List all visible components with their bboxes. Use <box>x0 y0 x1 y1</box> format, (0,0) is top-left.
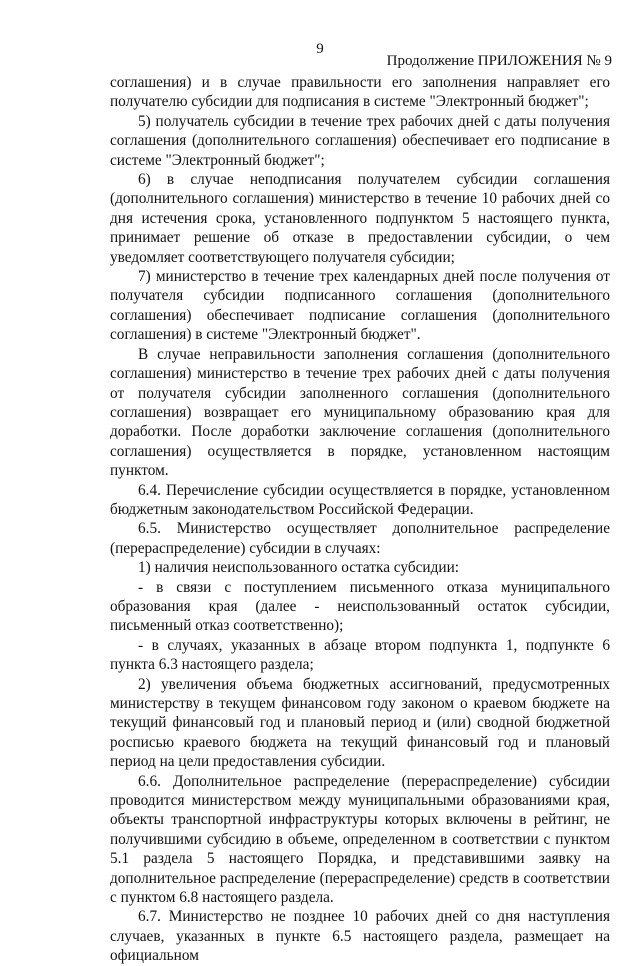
paragraph: 5) получатель субсидии в течение трех рабочих дней с даты получения соглашения (дополнительного соглашения) обеспечивает его подписание в системе "Электронный бюджет"; <box>110 112 610 169</box>
paragraph: 6) в случае неподписания получателем субсидии соглашения (дополнительного соглашения) министерство в течение 10 рабочих дней со дня истечения срока, установленного подпунктом 5 настоящего пункта, принимает решение об отказе в предоставлении субсидии, о чем уведомляет соответствующего получателя субсидии; <box>110 171 610 266</box>
paragraph: 6.4. Перечисление субсидии осуществляется в порядке, установленном бюджетным законодательством Российской Федерации. <box>110 481 610 518</box>
paragraph: 6.5. Министерство осуществляет дополнительное распределение (перераспределение) субсидии в случаях: <box>110 520 610 557</box>
paragraph: - в случаях, указанных в абзаце втором подпункта 1, подпункте 6 пункта 6.3 настоящего раздела; <box>110 636 610 674</box>
paragraph: 6.6. Дополнительное распределение (перераспределение) субсидии проводится министерством между муниципальными образованиями края, объекты транспортной инфраструктуры которых включены в рейтинг, не получившими субсидию в объеме, определенном в соответствии с пунктом 5.1 раздела 5 настоящего Порядка, и представившими заявку на дополнительное распределение (перераспределение) средств в соответствии с пунктом 6.8 настоящего раздела. <box>110 772 610 907</box>
appendix-continuation-note: Продолжение ПРИЛОЖЕНИЯ № 9 <box>386 53 612 69</box>
paragraph: В случае неправильности заполнения соглашения (дополнительного соглашения) министерство в течение трех рабочих дней с даты получения от получателя субсидии заполненного соглашения (дополнительного соглашения) возвращает его муниципальному образованию края для доработки. После доработки заключение соглашения (дополнительного соглашения) осуществляется в порядке, установленном настоящим пунктом. <box>110 345 610 480</box>
paragraph: 6.7. Министерство не позднее 10 рабочих дней со дня наступления случаев, указанных в пункте 6.5 настоящего раздела, размещает на официальном <box>110 908 610 965</box>
document-body <box>110 73 610 966</box>
paragraph: - в связи с поступлением письменного отказа муниципального образования края (далее - неиспользованный остаток субсидии, письменный отказ соответственно); <box>110 578 610 635</box>
paragraph: 2) увеличения объема бюджетных ассигнований, предусмотренных министерству в текущем финансовом году законом о краевом бюджете на текущий финансовый год и плановый период и (или) сводной бюджетной росписью краевого бюджета на текущий финансовый год и плановый период на цели предоставления субсидии. <box>110 675 610 771</box>
paragraph: соглашения) и в случае правильности его заполнения направляет его получателю субсидии для подписания в системе "Электронный бюджет"; <box>110 74 610 111</box>
page-number: 9 <box>316 41 324 57</box>
paragraph: 7) министерство в течение трех календарных дней после получения от получателя субсидии подписанного соглашения (дополнительного соглашения) обеспечивает подписание соглашения (дополнительного соглашения) в системе "Электронный бюджет". <box>110 268 610 344</box>
paragraph: 1) наличия неиспользованного остатка субсидии: <box>138 559 460 577</box>
